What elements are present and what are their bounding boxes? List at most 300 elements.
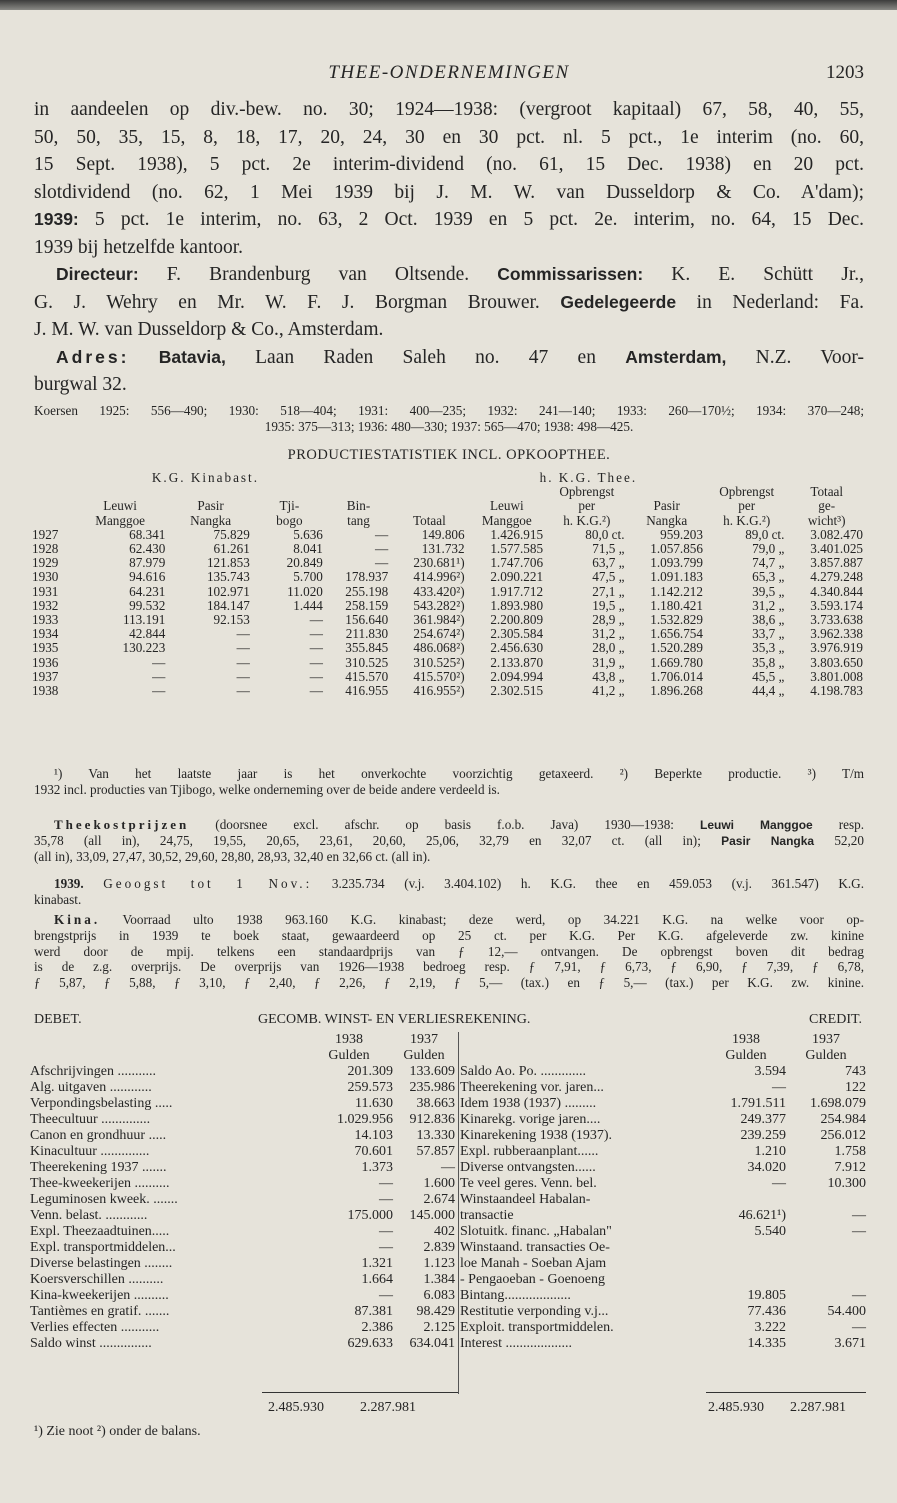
- directors-line: [34, 261, 864, 289]
- table-cell: 2.094.994: [490, 668, 544, 684]
- text-line: [34, 206, 864, 234]
- column-header: h. K.G.²): [563, 512, 611, 528]
- oogst-label: Geoogst tot 1 Nov.:: [103, 876, 313, 891]
- amount-1938: —: [379, 1288, 393, 1303]
- table-cell: 2.302.515: [490, 683, 544, 699]
- table-cell: 131.732: [421, 541, 465, 557]
- table-cell: 102.971: [206, 583, 250, 599]
- text-line: 50, 50, 35, 15, 8, 18, 17, 20, 24, 30 en 30 pct. nl. 5 pct., 1e interim (no. 60,: [34, 126, 864, 148]
- table-row: [30, 641, 866, 655]
- account-row: [460, 1240, 866, 1256]
- table-cell: 99.532: [129, 597, 166, 613]
- table-cell: 71,5 „: [592, 541, 625, 557]
- table-cell: 149.806: [421, 526, 465, 542]
- amount-1938: [706, 1240, 786, 1256]
- table-cell: —: [236, 668, 250, 684]
- note-line: [34, 817, 864, 833]
- account-label: - Pengaoeban - Goenoeng: [460, 1272, 606, 1287]
- table-cell: 38,6 „: [752, 612, 785, 628]
- directeur-name: F. Brandenburg van Oltsende.: [138, 264, 498, 285]
- column-divider: [458, 1032, 459, 1394]
- table-cell: —: [236, 640, 250, 656]
- table-cell: —: [309, 640, 323, 656]
- amount-1938: 3.594: [754, 1064, 786, 1079]
- year-row: [30, 1032, 455, 1048]
- unit-header: Gulden: [328, 1048, 370, 1063]
- year-cell: 1937: [32, 668, 59, 684]
- table-cell: 2.133.870: [490, 654, 544, 670]
- account-label: Kinacultuur ..............: [30, 1144, 150, 1159]
- table-cell: 1.142.212: [650, 583, 703, 599]
- table-cell: 4.198.783: [810, 683, 863, 699]
- amount-1937: 98.429: [416, 1304, 455, 1319]
- table-cell: 3.733.638: [810, 612, 863, 628]
- city-amsterdam: Amsterdam,: [625, 346, 727, 367]
- table-row: [30, 627, 866, 641]
- text-span: Voorraad ulto 1938 963.160 K.G. kinabast; deze werd, op 34.221 K.G. na welke voor op-: [100, 912, 864, 927]
- text-span: 52,20: [814, 832, 864, 848]
- credit-label: CREDIT.: [808, 1012, 862, 1027]
- text-span: resp.: [812, 817, 864, 832]
- account-label: Expl. transportmiddelen...: [30, 1240, 176, 1255]
- amount-1937: 2.125: [423, 1320, 455, 1335]
- account-label: Saldo winst ...............: [30, 1336, 152, 1351]
- table-cell: 3.082.470: [810, 526, 863, 542]
- account-label: Kina-kweekerijen ..........: [30, 1288, 169, 1303]
- table-cell: 39,5 „: [752, 583, 785, 599]
- year-cell: 1929: [32, 555, 59, 571]
- column-header: ge-: [818, 498, 836, 514]
- table-cell: 94.616: [129, 569, 166, 585]
- account-row: [30, 1160, 455, 1176]
- table-cell: 4.340.844: [810, 583, 863, 599]
- unit-header: Gulden: [725, 1048, 767, 1063]
- unit-header: Gulden: [403, 1048, 445, 1063]
- table-cell: 414.996²): [413, 569, 465, 585]
- amount-1938: 11.630: [355, 1096, 393, 1111]
- table-cell: 1.091.183: [650, 569, 703, 585]
- unit-row: [30, 1048, 455, 1064]
- account-label: Bintang...................: [460, 1288, 571, 1303]
- amount-1937: 10.300: [827, 1176, 866, 1191]
- amount-1937: —: [852, 1208, 866, 1223]
- account-row: [30, 1256, 455, 1272]
- column-header: Totaal: [810, 484, 844, 500]
- kina-label: Kina.: [54, 912, 101, 927]
- account-label: Diverse ontvangsten......: [460, 1160, 596, 1175]
- oogst-year: 1939.: [54, 876, 84, 891]
- table-cell: 5.636: [293, 526, 323, 542]
- text-span: 5 pct. 1e interim, no. 63, 2 Oct. 1939 en 5 pct. 2e. interim, no. 64, 15 Dec.: [78, 209, 864, 230]
- account-row: [460, 1272, 866, 1288]
- directors-line: [34, 289, 864, 317]
- table-cell: 1.426.915: [490, 526, 544, 542]
- amount-1938: —: [379, 1224, 393, 1239]
- amount-1938: —: [772, 1176, 786, 1191]
- table-cell: 1.532.829: [650, 612, 703, 628]
- amount-1937: 3.671: [834, 1336, 866, 1351]
- running-title: THEE-ONDERNEMINGEN: [328, 62, 570, 83]
- table-row: [30, 599, 866, 613]
- table-cell: 211.830: [345, 626, 389, 642]
- table-cell: —: [374, 555, 389, 571]
- production-table: [30, 471, 866, 698]
- account-label: Thee-kweekerijen ..........: [30, 1176, 170, 1191]
- amount-1938: 1.029.956: [337, 1112, 393, 1127]
- account-label: Expl. Theezaadtuinen.....: [30, 1224, 170, 1239]
- account-row: [460, 1080, 866, 1096]
- table-cell: 28,9 „: [592, 612, 625, 628]
- account-row: [30, 1112, 455, 1128]
- year-cell: 1930: [32, 569, 59, 585]
- text-span: Laan Raden Saleh no. 47 en: [225, 346, 626, 368]
- amount-1938: —: [379, 1240, 393, 1255]
- amount-1938: 5.540: [754, 1224, 786, 1239]
- amount-1938: 201.309: [347, 1064, 393, 1079]
- text-span: G. J. Wehry en Mr. W. F. J. Borgman Brouwer.: [34, 291, 561, 313]
- theekost-bold: Pasir Nangka: [721, 833, 815, 848]
- scan-top-edge: [0, 0, 897, 10]
- gedelegeerde-label: Gedelegeerde: [560, 291, 677, 312]
- theekostprijzen: [34, 817, 864, 864]
- year-header: 1938: [335, 1032, 363, 1047]
- year-header: 1938: [732, 1032, 760, 1047]
- amount-1938: 70.601: [354, 1144, 393, 1159]
- total-credit-1938: 2.485.930: [708, 1400, 764, 1415]
- table-cell: 1.093.799: [650, 555, 703, 571]
- account-row: [30, 1096, 455, 1112]
- table-cell: 3.857.887: [810, 555, 863, 571]
- amount-1938: 629.633: [347, 1336, 393, 1351]
- column-header: Nangka: [646, 512, 688, 528]
- account-row: [460, 1288, 866, 1304]
- note-line: kinabast.: [34, 891, 82, 907]
- note-line: (all in), 33,09, 27,47, 30,52, 29,60, 28,80, 28,93, 32,40 en 32,66 ct. (all in).: [34, 848, 431, 864]
- account-label: Restitutie verponding v.j...: [460, 1304, 609, 1319]
- year-header: 1937: [812, 1032, 840, 1047]
- commissarissen-label: Commissarissen:: [497, 264, 644, 284]
- note-line: [34, 833, 864, 849]
- account-row: [30, 1128, 455, 1144]
- account-row: [460, 1304, 866, 1320]
- amount-1938: 87.381: [354, 1304, 393, 1319]
- table-cell: 258.159: [345, 597, 389, 613]
- table-cell: 31,2 „: [752, 597, 785, 613]
- table-cell: 41,2 „: [592, 683, 625, 699]
- table-row: [30, 556, 866, 570]
- account-label: Te veel geres. Venn. bel.: [460, 1176, 597, 1191]
- account-label: Koersverschillen ..........: [30, 1272, 164, 1287]
- amount-1937: 145.000: [409, 1208, 455, 1223]
- note-line: [34, 876, 864, 892]
- table-cell: 254.674²): [413, 626, 465, 642]
- year-cell: 1935: [32, 640, 59, 656]
- table-cell: 416.955: [345, 683, 389, 699]
- table-cell: 113.191: [122, 612, 166, 628]
- account-label: Tantièmes en gratif. .......: [30, 1304, 170, 1319]
- column-header: h. K.G.²): [723, 512, 771, 528]
- text-span: N.Z. Voor-: [726, 346, 864, 368]
- table-cell: —: [236, 683, 250, 699]
- account-label: Theecultuur ..............: [30, 1112, 151, 1127]
- profit-loss-account: [30, 1012, 866, 1415]
- account-row: [30, 1192, 455, 1208]
- amount-1938: [706, 1272, 786, 1288]
- balance-footnote: ¹) Zie noot ²) onder de balans.: [34, 1424, 201, 1439]
- account-label: Afschrijvingen ...........: [30, 1064, 156, 1079]
- note-line: 1932 incl. producties van Tjibogo, welke onderneming over de beide andere verdeeld is.: [34, 781, 500, 797]
- table-cell: 1.180.421: [650, 597, 703, 613]
- amount-1937: 2.674: [423, 1192, 455, 1207]
- year-cell: 1927: [32, 526, 59, 542]
- group-kinabast: K.G. Kinabast.: [151, 470, 260, 485]
- table-row: [30, 585, 866, 599]
- table-cell: —: [152, 668, 166, 684]
- table-cell: 1.893.980: [490, 597, 544, 613]
- text-span: 35,78 (all in), 24,75, 19,55, 20,65, 23,61, 20,60, 25,06, 32,79 en 32,07 ct. (all in);: [34, 832, 722, 848]
- text-span: (doorsnee excl. afschr. op basis f.o.b. Java) 1930—1938:: [189, 817, 700, 832]
- amount-1938: 1.321: [361, 1256, 393, 1271]
- note-line: [34, 912, 864, 928]
- table-cell: 75.829: [213, 526, 250, 542]
- year-cell: 1932: [32, 597, 59, 613]
- table-cell: 255.198: [345, 583, 389, 599]
- amount-1938: 14.335: [747, 1336, 786, 1351]
- amount-1937: —: [441, 1160, 455, 1175]
- amount-1937: 2.839: [423, 1240, 455, 1255]
- account-label: Idem 1938 (1937) .........: [460, 1096, 597, 1111]
- amount-1937: 1.698.079: [810, 1096, 866, 1111]
- amount-1937: —: [852, 1320, 866, 1335]
- adres-label: Adres:: [56, 346, 130, 367]
- amount-1937: 254.984: [820, 1112, 866, 1127]
- total-rule: [706, 1392, 866, 1393]
- table-row: [30, 684, 866, 698]
- account-label: Canon en grondhuur .....: [30, 1128, 167, 1143]
- amount-1938: 175.000: [347, 1208, 393, 1223]
- table-cell: 3.401.025: [810, 541, 863, 557]
- amount-1937: 1.123: [423, 1256, 455, 1271]
- credit-column: [460, 1032, 866, 1352]
- account-row: [30, 1288, 455, 1304]
- commissarissen-names: K. E. Schütt Jr.,: [643, 264, 864, 285]
- table-cell: 433.420²): [413, 583, 465, 599]
- table-cell: 1.747.706: [490, 555, 544, 571]
- account-row: [460, 1208, 866, 1224]
- table-cell: 31,9 „: [592, 654, 625, 670]
- amount-1938: —: [379, 1192, 393, 1207]
- amount-1937: [786, 1240, 866, 1256]
- table-cell: 416.955²): [413, 683, 465, 699]
- table-cell: 486.068²): [413, 640, 465, 656]
- year-cell: 1931: [32, 583, 59, 599]
- table-row: [30, 570, 866, 584]
- text-span: in Nederland: Fa.: [676, 291, 864, 313]
- table-cell: —: [236, 626, 250, 642]
- amount-1938: 19.805: [747, 1288, 786, 1303]
- unit-header: Gulden: [805, 1048, 847, 1063]
- table-cell: 80,0 ct.: [585, 526, 625, 542]
- account-row: [460, 1320, 866, 1336]
- table-cell: 42.844: [129, 626, 166, 642]
- table-cell: 2.305.584: [490, 626, 544, 642]
- year-label: 1939:: [34, 209, 79, 229]
- column-header: Pasir: [197, 498, 224, 514]
- table-cell: 43,8 „: [592, 668, 625, 684]
- table-cell: 1.577.585: [490, 541, 544, 557]
- table-cell: —: [236, 654, 250, 670]
- table-cell: 35,8 „: [752, 654, 785, 670]
- table-cell: 45,5 „: [752, 668, 785, 684]
- amount-1937: 122: [845, 1080, 866, 1095]
- running-header: [34, 62, 864, 88]
- table-cell: —: [309, 612, 323, 628]
- amount-1937: [786, 1272, 866, 1288]
- account-label: Slotuitk. financ. „Habalan": [460, 1224, 612, 1239]
- address-line: [34, 344, 864, 372]
- amount-1937: 743: [845, 1064, 866, 1079]
- table-cell: 184.147: [206, 597, 250, 613]
- table-cell: 415.570: [345, 668, 389, 684]
- amount-1937: 133.609: [409, 1064, 455, 1079]
- oogst: [34, 876, 864, 908]
- account-row: [30, 1272, 455, 1288]
- account-label: Expl. rubberaanplant......: [460, 1144, 599, 1159]
- amount-1938: [706, 1192, 786, 1208]
- table-row: [30, 670, 866, 684]
- amount-1938: —: [379, 1176, 393, 1191]
- table-cell: —: [309, 654, 323, 670]
- total-debit-1938: 2.485.930: [268, 1400, 324, 1415]
- text-line: 1939 bij hetzelfde kantoor.: [34, 236, 244, 258]
- address-line: burgwal 32.: [34, 374, 127, 395]
- account-totals: [30, 1392, 866, 1415]
- table-cell: 79,0 „: [752, 541, 785, 557]
- amount-1937: 54.400: [827, 1304, 866, 1319]
- year-cell: 1928: [32, 541, 59, 557]
- column-header: Leuwi: [103, 498, 137, 514]
- amount-1937: —: [852, 1224, 866, 1239]
- unit-row: [460, 1048, 866, 1064]
- account-label: loe Manah - Soeban Ajam: [460, 1256, 607, 1271]
- amount-1937: 256.012: [820, 1128, 866, 1143]
- table-cell: —: [309, 668, 323, 684]
- account-label: Saldo Ao. Po. .............: [460, 1064, 587, 1079]
- column-header: Nangka: [190, 512, 232, 528]
- table-cell: 959.203: [660, 526, 703, 542]
- table-cell: —: [152, 683, 166, 699]
- table-cell: 31,2 „: [592, 626, 625, 642]
- account-label: Winstaand. transacties Oe-: [460, 1240, 610, 1255]
- account-label: Alg. uitgaven ............: [30, 1080, 152, 1095]
- table-cell: 62.430: [129, 541, 166, 557]
- amount-1938: 1.373: [361, 1160, 393, 1175]
- account-row: [460, 1256, 866, 1272]
- account-label: Leguminosen kweek. .......: [30, 1192, 178, 1207]
- table-cell: 1.706.014: [650, 668, 703, 684]
- debit-column: [30, 1032, 455, 1352]
- table-cell: 1.520.289: [650, 640, 703, 656]
- column-header: bogo: [276, 512, 303, 528]
- column-header: Leuwi: [489, 498, 524, 514]
- text-line: 15 Sept. 1938), 5 pct. 2e interim-dividend (no. 61, 15 Dec. 1938) en 20 pct.: [34, 154, 864, 175]
- koersen-line: Koersen 1925: 556—490; 1930: 518—404; 1931: 400—235; 1932: 241—140; 1933: 260—170½; 1934: 370—248;: [34, 403, 864, 418]
- account-label: Verpondingsbelasting .....: [30, 1096, 173, 1111]
- table-cell: 543.282²): [413, 597, 465, 613]
- amount-1937: 402: [434, 1224, 455, 1239]
- table-cell: 19,5 „: [592, 597, 625, 613]
- total-rule: [262, 1392, 458, 1393]
- koersen-line: 1935: 375—313; 1936: 480—330; 1937: 565—470; 1938: 498—425.: [264, 418, 634, 434]
- table-cell: 92.153: [213, 612, 250, 628]
- amount-1937: 235.986: [409, 1080, 455, 1095]
- table-cell: 27,1 „: [592, 583, 625, 599]
- table-cell: 230.681¹): [413, 555, 465, 571]
- directeur-label: Directeur:: [56, 264, 139, 284]
- table-cell: 355.845: [345, 640, 389, 656]
- group-thee: h. K.G. Thee.: [539, 470, 638, 485]
- table-cell: 89,0 ct.: [745, 526, 785, 542]
- year-cell: 1933: [32, 612, 59, 628]
- table-cell: —: [374, 541, 389, 557]
- table-cell: 68.341: [129, 526, 166, 542]
- year-cell: 1938: [32, 683, 59, 699]
- column-header: Manggoe: [95, 512, 146, 528]
- amount-1937: 38.663: [416, 1096, 455, 1111]
- amount-1937: —: [852, 1288, 866, 1303]
- table-cell: 47,5 „: [592, 569, 625, 585]
- account-label: transactie: [460, 1208, 514, 1223]
- note-line: is de z.g. overprijs. De overprijs van 1926—1938 bedroeg resp. ƒ 7,91, ƒ 6,73, ƒ 6,90, ƒ 7,39, ƒ 6,78,: [34, 959, 864, 975]
- column-header: Pasir: [653, 498, 680, 514]
- amount-1938: 1.210: [754, 1144, 786, 1159]
- amount-1938: 14.103: [354, 1128, 393, 1143]
- amount-1938: [706, 1256, 786, 1272]
- amount-1937: 1.600: [423, 1176, 455, 1191]
- table-cell: 121.853: [206, 555, 250, 571]
- koersen: [34, 403, 864, 435]
- table-cell: 1.057.856: [650, 541, 703, 557]
- table-cell: 20.849: [286, 555, 323, 571]
- account-label: Kinarekg. vorige jaren....: [460, 1112, 601, 1127]
- table-cell: 2.456.630: [490, 640, 544, 656]
- account-label: Verlies effecten ...........: [30, 1320, 160, 1335]
- theekost-bold: Leuwi Manggoe: [699, 818, 813, 832]
- table-cell: 310.525: [345, 654, 389, 670]
- account-label: Winstaandeel Habalan-: [460, 1192, 591, 1207]
- amount-1937: 1.758: [834, 1144, 866, 1159]
- table-cell: 1.656.754: [650, 626, 703, 642]
- table-cell: 3.593.174: [810, 597, 863, 613]
- table-row: [30, 528, 866, 542]
- table-cell: —: [309, 626, 323, 642]
- note-line: brengstprijs in 1939 te boek staat, gewaardeerd op 25 ct. per K.G. Per K.G. afgeleverde zw. kinine: [34, 927, 864, 943]
- amount-1937: 57.857: [416, 1144, 455, 1159]
- column-header: Totaal: [412, 512, 446, 528]
- column-header: Opbrengst: [719, 484, 775, 500]
- table-cell: 3.801.008: [810, 668, 863, 684]
- table-cell: 5.700: [293, 569, 323, 585]
- amount-1938: 249.377: [740, 1112, 786, 1127]
- column-header: per: [578, 498, 596, 514]
- account-label: Exploit. transportmiddelen.: [460, 1320, 614, 1335]
- table-cell: 87.979: [129, 555, 166, 571]
- account-row: [460, 1096, 866, 1112]
- text-line: in aandeelen op div.-bew. no. 30; 1924—1938: (vergroot kapitaal) 67, 58, 40, 55,: [34, 99, 864, 120]
- amount-1938: 259.573: [347, 1080, 393, 1095]
- account-row: [30, 1080, 455, 1096]
- table-row: [30, 613, 866, 627]
